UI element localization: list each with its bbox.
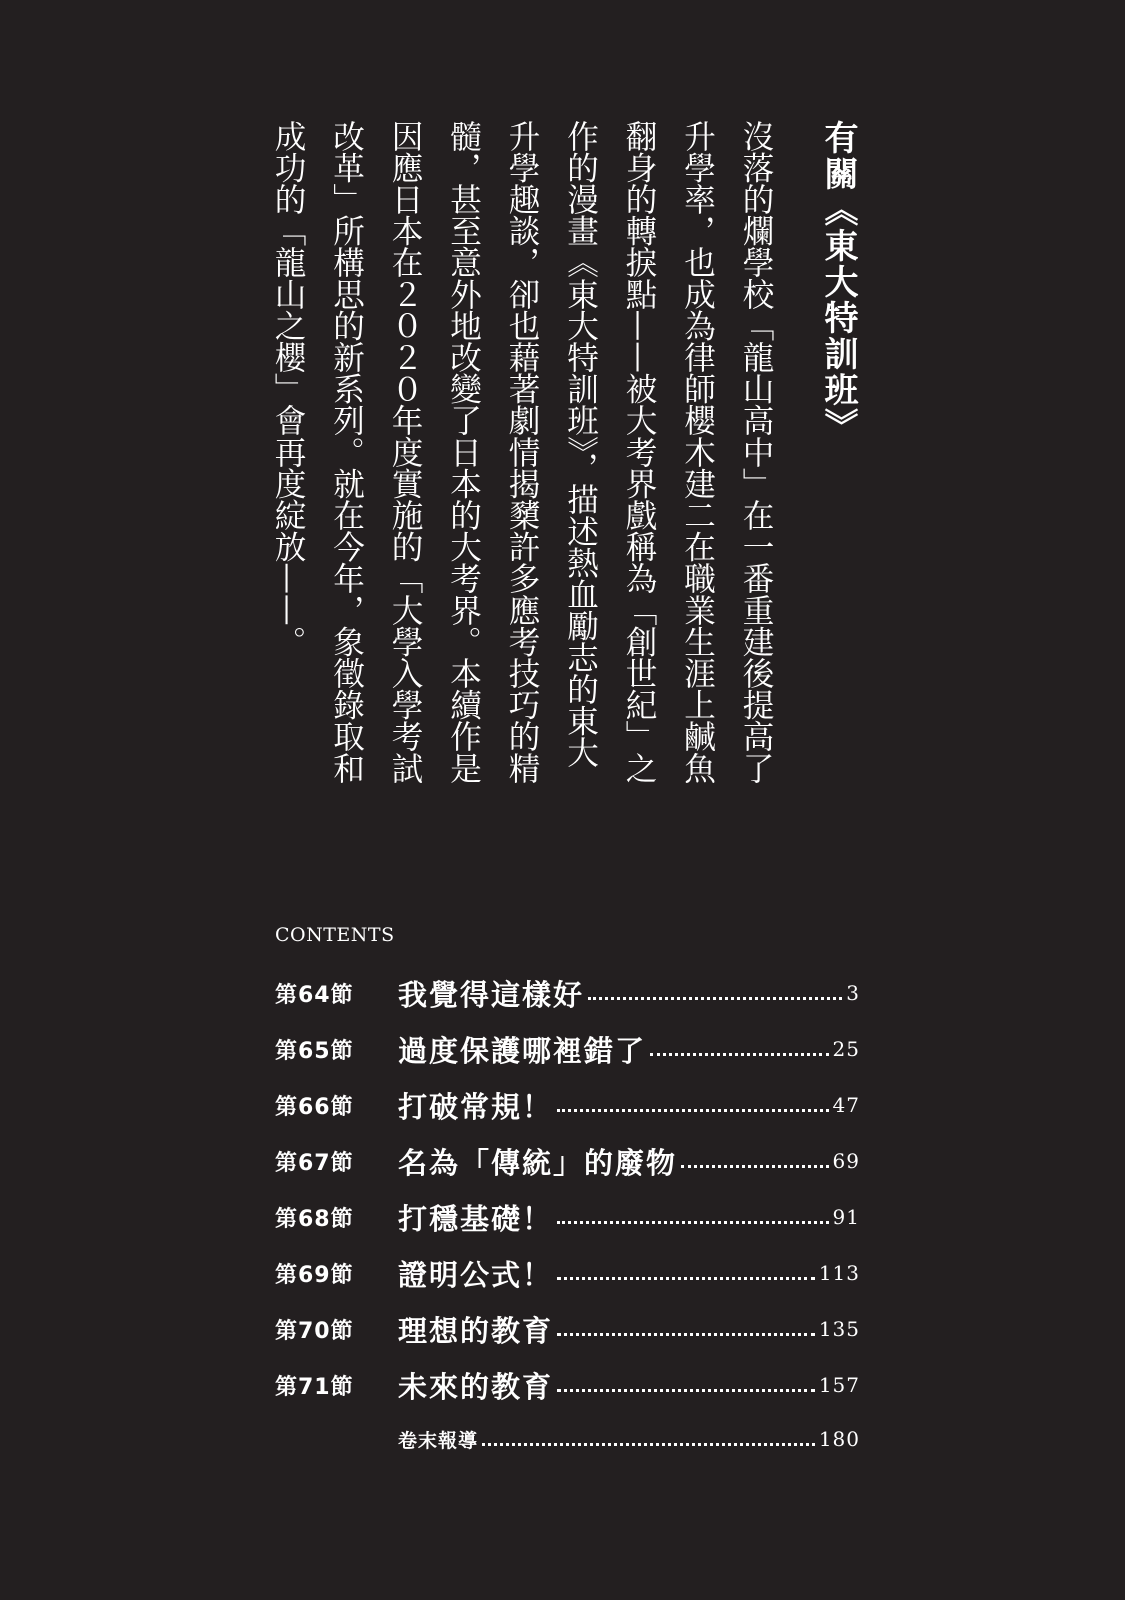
dot-leader bbox=[482, 1443, 815, 1446]
page-number: 47 bbox=[832, 1093, 860, 1117]
chapter-title: 過度保護哪裡錯了 bbox=[398, 1033, 647, 1068]
chapter-title: 我覺得這樣好 bbox=[398, 977, 585, 1012]
toc-entry-69[interactable] bbox=[275, 1245, 860, 1301]
page-number: 157 bbox=[818, 1373, 860, 1397]
chapter-number: 第64節 bbox=[275, 982, 354, 1008]
dot-leader bbox=[557, 1109, 829, 1112]
toc-entry-66[interactable] bbox=[275, 1077, 860, 1133]
chapter-number: 第65節 bbox=[275, 1038, 354, 1064]
extra-title: 卷末報導 bbox=[398, 1429, 479, 1452]
page-number: 91 bbox=[832, 1205, 860, 1229]
dot-leader bbox=[557, 1277, 815, 1280]
intro-title: 有關《東大特訓班》 bbox=[818, 120, 858, 444]
dot-leader bbox=[681, 1165, 829, 1168]
toc-entry-65[interactable] bbox=[275, 1021, 860, 1077]
chapter-title: 未來的教育 bbox=[398, 1369, 554, 1404]
toc-entry-extra[interactable] bbox=[275, 1413, 860, 1465]
page-number: 25 bbox=[832, 1037, 860, 1061]
chapter-title: 打穩基礎！ bbox=[398, 1201, 554, 1236]
chapter-title: 打破常規！ bbox=[398, 1089, 554, 1124]
chapter-number: 第71節 bbox=[275, 1374, 354, 1400]
chapter-number: 第68節 bbox=[275, 1206, 354, 1232]
chapter-number: 第70節 bbox=[275, 1318, 354, 1344]
chapter-number: 第69節 bbox=[275, 1262, 354, 1288]
page-number: 180 bbox=[818, 1427, 860, 1451]
dot-leader bbox=[557, 1221, 829, 1224]
dot-leader bbox=[557, 1333, 815, 1336]
chapter-number: 第66節 bbox=[275, 1094, 354, 1120]
contents-heading: CONTENTS bbox=[275, 924, 395, 946]
toc-entry-64[interactable] bbox=[275, 965, 860, 1021]
table-of-contents bbox=[275, 965, 860, 1465]
chapter-title: 理想的教育 bbox=[398, 1313, 554, 1348]
intro-paragraph: 沒落的爛學校「龍山高中」在一番重建後提高了升學率，也成為律師櫻木建二在職業生涯上鹹魚翻身的轉捩點——被大考界戲稱為「創世紀」之作的漫畫《東大特訓班》，描述熱血勵志的東大升學趣談，卻也藉著劇情揭櫫許多應考技巧的精髓，甚至意外地改變了日本的大考界。本續作是因應日本在２０２０年度實施的「大學入學考試改革」所構思的新系列。就在今年，象徵錄取和成功的「龍山之櫻」會再度綻放——。 bbox=[270, 120, 774, 784]
dot-leader bbox=[650, 1053, 829, 1056]
toc-entry-71[interactable] bbox=[275, 1357, 860, 1413]
page-number: 113 bbox=[818, 1261, 860, 1285]
chapter-title: 證明公式！ bbox=[398, 1257, 554, 1292]
page-number: 135 bbox=[818, 1317, 860, 1341]
page-number: 3 bbox=[846, 981, 860, 1005]
dot-leader bbox=[557, 1389, 815, 1392]
chapter-title: 名為「傳統」的廢物 bbox=[398, 1145, 678, 1180]
toc-entry-68[interactable] bbox=[275, 1189, 860, 1245]
dot-leader bbox=[588, 997, 842, 1000]
toc-entry-67[interactable] bbox=[275, 1133, 860, 1189]
toc-entry-70[interactable] bbox=[275, 1301, 860, 1357]
page-number: 69 bbox=[832, 1149, 860, 1173]
chapter-number: 第67節 bbox=[275, 1150, 354, 1176]
